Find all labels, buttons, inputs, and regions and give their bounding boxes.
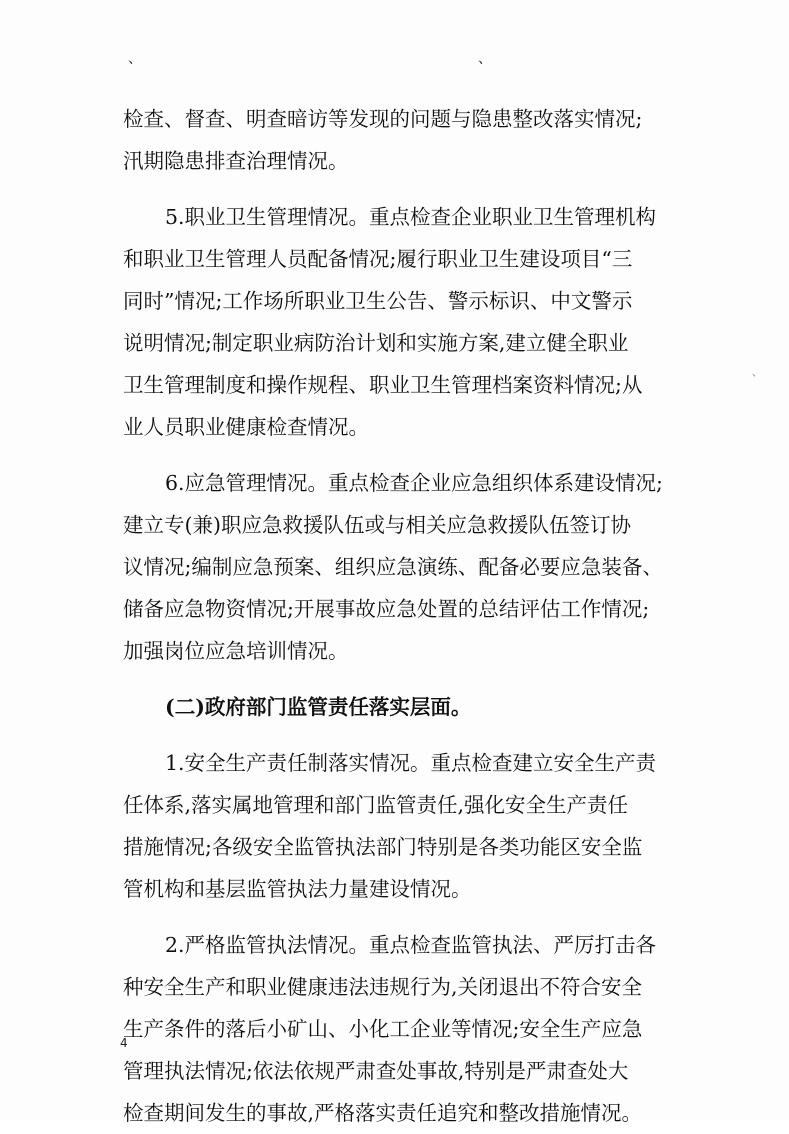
paragraph-first-line: 2.严格监管执法情况。重点检查监管执法、严厉打击各 bbox=[165, 933, 657, 957]
text-line: 说明情况;制定职业病防治计划和实施方案,建立健全职业 bbox=[123, 331, 629, 355]
text-line: 加强岗位应急培训情况。 bbox=[123, 639, 349, 663]
text-line: 任体系,落实属地管理和部门监管责任,强化安全生产责任 bbox=[123, 793, 629, 817]
text-line: 种安全生产和职业健康违法违规行为,关闭退出不符合安全 bbox=[123, 975, 643, 999]
text-line: 检查期间发生的事故,严格落实责任追究和整改措施情况。 bbox=[123, 1101, 643, 1125]
text-line: 业人员职业健康检查情况。 bbox=[123, 415, 369, 439]
text-line: 检查、督查、明查暗访等发现的问题与隐患整改落实情况; bbox=[123, 107, 643, 131]
text-line: 汛期隐患排查治理情况。 bbox=[123, 149, 349, 173]
text-line: 卫生管理制度和操作规程、职业卫生管理档案资料情况;从 bbox=[123, 373, 643, 397]
text-line: 议情况;编制应急预案、组织应急演练、配备必要应急装备、 bbox=[123, 555, 663, 579]
text-line: 建立专(兼)职应急救援队伍或与相关应急救援队伍签订协 bbox=[123, 513, 631, 537]
paragraph-first-line: 1.安全生产责任制落实情况。重点检查建立安全生产责 bbox=[165, 751, 657, 775]
text-line: 生产条件的落后小矿山、小化工企业等情况;安全生产应急 bbox=[123, 1017, 643, 1041]
text-line: 管机构和基层监管执法力量建设情况。 bbox=[123, 877, 472, 901]
text-line: 同时”情况;工作场所职业卫生公告、警示标识、中文警示 bbox=[123, 289, 633, 313]
text-line: 管理执法情况;依法依规严肃查处事故,特别是严肃查处大 bbox=[123, 1059, 629, 1083]
text-line: 和职业卫生管理人员配备情况;履行职业卫生建设项目“三 bbox=[123, 247, 633, 271]
section-heading: (二)政府部门监管责任落实层面。 bbox=[165, 695, 472, 719]
text-line: 措施情况;各级安全监管执法部门特别是各类功能区安全监 bbox=[123, 835, 643, 859]
page-number: 4 bbox=[120, 1036, 128, 1050]
paragraph-first-line: 5.职业卫生管理情况。重点检查企业职业卫生管理机构 bbox=[165, 205, 657, 229]
paragraph-first-line: 6.应急管理情况。重点检查企业应急组织体系建设情况; bbox=[165, 471, 663, 495]
body-text bbox=[123, 98, 668, 1134]
stray-mark: 、 bbox=[478, 51, 492, 67]
text-line: 储备应急物资情况;开展事故应急处置的总结评估工作情况; bbox=[123, 597, 650, 621]
stray-mark: 、 bbox=[128, 51, 142, 67]
stray-mark: 、 bbox=[752, 368, 762, 379]
